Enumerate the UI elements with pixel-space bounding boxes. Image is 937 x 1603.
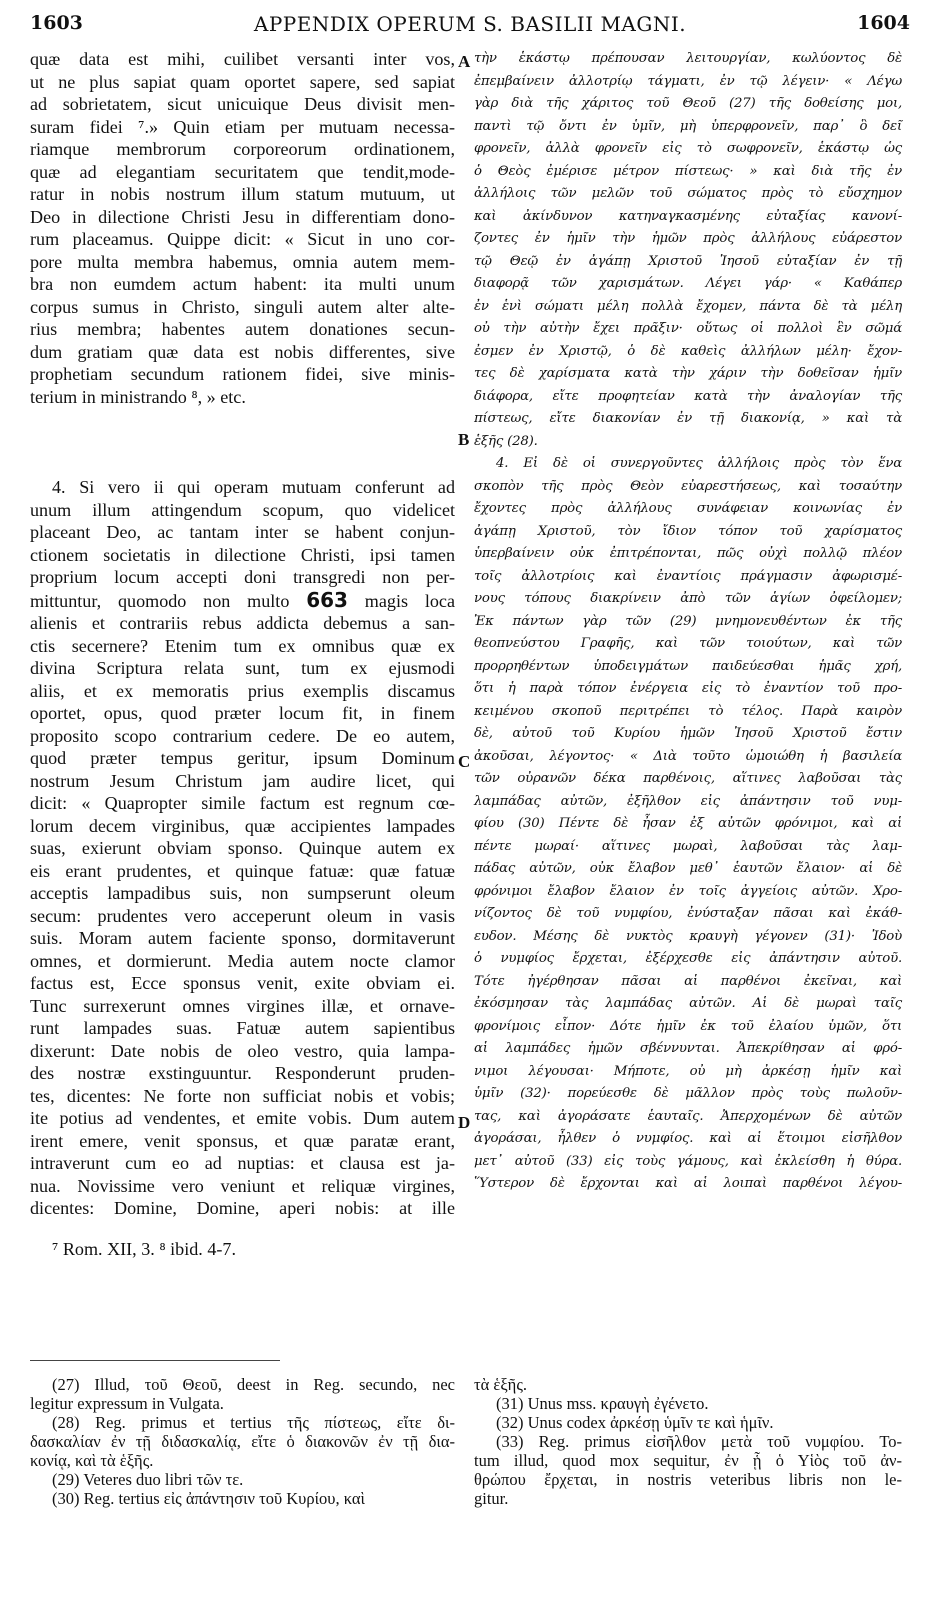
footnote-line: (33) Reg. primus εἰσῆλθον μετὰ τοῦ νυμφίου. To- [496,1432,902,1451]
text-line: proprium locum accepti doni transgredi non per- [30,567,455,587]
text-line: suram fidei ⁷.» Quin etiam per mutuam necessa- [30,116,455,137]
text-line: oportet, opus, quod præter locum fit, in finem [30,703,455,723]
text-line: ἐπεμβαίνειν ἀλλοτρίῳ τάγματι, ἐν τῷ λέγειν· « Λέγω [474,73,902,89]
text-line: ὑμῖν (32)· πορεύεσθε δὲ μᾶλλον πρὸς τοὺς πωλοῦν- [474,1086,902,1101]
text-line: Ὕστερον δὲ ἔρχονται καὶ αἱ λοιπαὶ παρθένοι λέγου- [474,1176,902,1191]
text-line: ἀλλήλοις τῶν μελῶν τοῦ σώματος πρὸς τὸ εὔσχημον [474,186,902,201]
text-line: νιμοι λέγουσαι· Μήποτε, οὐ μὴ ἀρκέσῃ ἡμῖν καὶ [474,1063,902,1079]
footnote-line: tum illud, quod mox sequitur, ἐν ᾗ ὁ Υἱὸς τοῦ ἀν- [474,1451,902,1470]
text-line: dum gratiam quæ data est nobis differentes, sive [30,341,455,362]
text-line: dicit: « Quapropter simile factum est regnum cœ- [30,793,455,813]
text-line: ἐκόσμησαν τὰς λαμπάδας αὐτῶν. Αἱ δὲ μωραὶ ταῖς [474,996,902,1011]
text-line: aliis, et ex memoratis prius exemplis discamus [30,680,455,701]
text-line: intraverunt cum eo ad nuptias: et clausa est ja- [30,1153,455,1173]
text-line: suas, exierunt obviam sponso. Quinque autem ex [30,838,455,858]
column-number: 663 [306,587,348,612]
footnote-line: legitur expressum in Vulgata. [30,1394,224,1413]
text-line: eis erant prudentes, et quinque fatuæ: quæ fatuæ [30,860,455,881]
text-line: φίου (30) Πέντε δὲ ἦσαν ἐξ αὐτῶν φρόνιμοι, καὶ αἱ [474,816,902,831]
text-line: ἔχοντες πρὸς ἀλλήλους συνάφειαν κοινωνίας ἐν [474,501,902,516]
text-line: ut ne plus sapiat quam oportet sapere, sed sapiat [30,71,455,92]
text-line: πάδας αὐτῶν, οὐκ ἔλαβον μεθ᾽ ἑαυτῶν ἔλαιον· αἱ δὲ [474,861,902,876]
text-line: ἐν ἑνὶ σώματι μέλη πολλὰ ἔχομεν, πάντα δὲ τὰ μέλη [474,298,902,314]
page-header [30,12,910,38]
footnote-line: τὰ ἑξῆς. [474,1375,527,1394]
text-line: ευδον. Μέσης δὲ νυκτὸς κραυγὴ γέγονεν (31)· Ἰδοὺ [474,928,902,944]
text-line: ὁ Θεὸς ἐμέρισε μέτρον πίστεως· » καὶ διὰ τῆς ἐν [474,163,902,179]
text-line: ζοντες ἐν ἡμῖν τὴν ἡμῶν πρὸς ἀλλήλους εὐάρεστον [474,231,902,246]
text-line: acceptis lampadibus suis, non sumpserunt oleum [30,883,455,903]
text-line: nostrum Jesum Christum jam audire licet, qui [30,770,455,791]
text-line: παντὶ τῷ ὄντι ἐν ὑμῖν, μὴ ὑπερφρονεῖν, παρ᾽ ὃ δεῖ [474,118,902,134]
text-line: αἱ λαμπάδες ἡμῶν σβέννυνται. Ἀπεκρίθησαν αἱ φρό- [474,1041,902,1056]
text-line: suis. Moram autem faciente sponso, dormitaverunt [30,928,455,948]
footnote-line: (32) Unus codex ἀρκέσῃ ὑμῖν τε καὶ ἡμῖν. [496,1413,774,1432]
text-line: διάφορα, εἴτε προφητείαν κατὰ τὴν ἀναλογίαν τῆς [474,388,902,404]
text-line: divina Scriptura relata sunt, tum ex ejusmodi [30,658,455,678]
text-line: riamque membrorum corporeorum ordinationem, [30,139,455,159]
text-line: quod præter tempus geritur, ipsum Dominum [30,748,455,768]
text-line: placeant Deo, ac tantam inter se habent conjun- [30,522,455,542]
text-line: Deo in dilectione Christi Jesu in differentiam dono- [30,206,455,227]
text-line: οὐ τὴν αὐτὴν ἔχει πρᾶξιν· οὕτως οἱ πολλοὶ ἓν σῶμά [474,321,902,336]
text-line: ite potius ad vendentes, et emite vobis. Dum autem [30,1108,455,1128]
text-line: τοῖς ἀλλοτρίοις καὶ ἐναντίοις πράγμασιν ἀφωρισμέ- [474,568,902,584]
text-line: rum placeamus. Quippe dicit: « Sicut in uno cor- [30,229,455,249]
text-line: φρονεῖν, ἀλλὰ φρονεῖν εἰς τὸ σωφρονεῖν, ἑκάστῳ ὡς [474,141,902,156]
scripture-references: ⁷ Rom. XII, 3. ⁸ ibid. 4-7. [52,1238,236,1259]
text-line: διαφορᾷ τῶν χαρισμάτων. Λέγει γάρ· « Καθάπερ [474,276,902,291]
running-title: APPENDIX OPERUM S. BASILII MAGNI. [253,12,687,36]
greek-column [474,48,902,1196]
text-line: dixerunt: Date nobis de oleo vestro, quia lampa- [30,1040,455,1061]
text-line: runt lampades suas. Fatuæ autem sapientibus [30,1018,455,1038]
text-line: ratur in nobis nostrum illum statum mutuum, ut [30,184,455,204]
text-line: ctionem societatis in dilectione Christi, ipsi tamen [30,544,455,565]
footnotes-right [474,1375,902,1508]
margin-letter-a: A [458,52,471,71]
text-line: ἀγάπῃ Χριστοῦ, τὸν ἴδιον τόπον τοῦ χαρίσματος [474,523,902,539]
text-line: πίστεως, εἴτε διακονίαν ἐν τῇ διακονίᾳ, » καὶ τὰ [474,411,902,426]
text-line: factus est, Ecce sponsus venit, exite obviam ei. [30,973,455,993]
footnote-rule [30,1360,280,1361]
text-line: καὶ ἀκίνδυνον κατηναγκασμένης εὐταξίας κανονί- [474,208,902,224]
text-line: ὅτι ἡ παρὰ τόπον ἐνέργεια εἰς τὸ ἐναντίον τοῦ προ- [474,681,902,696]
text-line: ad sobrietatem, sicut unicuique Deus divisit men- [30,94,455,114]
latin-column [30,48,455,1260]
text-line: τες δὲ χαρίσματα κατὰ τὴν χάριν τὴν δοθεῖσαν ἡμῖν [474,366,902,381]
text-line: omnes, et dormierunt. Media autem nocte clamor [30,950,455,971]
text-line: θεοπνεύστου Γραφῆς, καὶ τῶν τοιούτων, καὶ τῶν [474,636,902,651]
text-line: τὴν ἑκάστῳ πρέπουσαν λειτουργίαν, κωλύοντος δὲ [474,51,902,66]
footnote-line: (31) Unus mss. κραυγὴ ἐγένετο. [496,1394,709,1413]
text-line: ἀγοράσαι, ἦλθεν ὁ νυμφίος. καὶ αἱ ἕτοιμοι εἰσῆλθον [474,1131,902,1146]
text-line: quæ ad elegantiam securitatem que tendit,mode- [30,161,455,182]
text-line: bra non eumdem actum habent: ita multi unum [30,274,455,294]
text-line: ἐσμεν ἐν Χριστῷ, ὁ δὲ καθεὶς ἀλλήλων μέλη· ἔχον- [474,343,902,359]
text-line: φρονίμοις εἶπον· Δότε ἡμῖν ἐκ τοῦ ἐλαίου ὑμῶν, ὅτι [474,1018,902,1034]
text-line: ctis secernere? Etenim tum ex omnibus quæ ex [30,635,455,656]
text-line: κειμένου σκοποῦ περιτρέπει τὸ τέλος. Παρὰ καιρὸν [474,703,902,719]
text-line: proposito scopo contrarium cedere. De eo autem, [30,725,455,746]
text-line: πέντε μωραί· αἵτινες μωραὶ, λαβοῦσαι τὰς λαμ- [474,838,902,854]
margin-letter-d: D [458,1113,471,1132]
text-line: προρρηθέντων ὑποδειγμάτων παιδεύεσθαι ἡμᾶς χρή, [474,658,902,674]
margin-letter-b: B [458,430,470,449]
footnote-line: (27) Illud, τοῦ Θεοῦ, deest in Reg. secundo, nec [52,1375,455,1394]
text-line: ἑξῆς (28). [474,433,538,449]
footnote-line: (29) Veteres duo libri τῶν τε. [52,1470,244,1489]
text-line: pore multa membra habemus, omnia autem mem- [30,251,455,272]
text-line: prophetiam secundum rationem fidei, sive minis- [30,364,455,384]
text-line: φρόνιμοι ἔλαβον ἔλαιον ἐν τοῖς ἀγγείοις αὐτῶν. Χρο- [474,883,902,899]
text-line: δὲ, αὐτοῦ τοῦ Κυρίου ἡμῶν Ἰησοῦ Χριστοῦ ἔστιν [474,726,902,741]
footnote-line: (30) Reg. tertius εἰς ἀπάντησιν τοῦ Κυρίου, καὶ [52,1489,365,1508]
text-line: μετ᾽ αὐτοῦ (33) εἰς τοὺς γάμους, καὶ ἐκλείσθη ἡ θύρα. [474,1153,902,1169]
text-line: ἀκοῦσαι, λέγοντος· « Διὰ τοῦτο ὡμοιώθη ἡ βασιλεία [474,748,902,764]
text-line: quæ data est mihi, cuilibet versanti inter vos, [30,49,455,69]
text-line: Τότε ἠγέρθησαν πᾶσαι αἱ παρθένοι ἐκεῖναι, καὶ [474,973,902,989]
text-line: Tunc surrexerunt omnes virgines illæ, et ornave- [30,995,455,1016]
text-line: des nostræ exstinguuntur. Responderunt pruden- [30,1063,455,1083]
latin-paragraph-1 [30,48,455,408]
text-line: ὑπερβαίνειν οὐκ ἐπιτρέπονται, πῶς οὐχὶ πολλῷ πλέον [474,546,902,561]
page-number-left: 1603 [30,12,83,34]
text-line: tes, dicentes: Ne forte non sufficiat nobis et vobis; [30,1085,455,1106]
text-line: λαμπάδας αὐτῶν, ἐξῆλθον εἰς ἀπάντησιν τοῦ νυμ- [474,793,902,809]
text-line: irent emere, venit sponsus, et quæ paratæ erant, [30,1130,455,1151]
text-line: secum: prudentes vero acceperunt oleum in vasis [30,905,455,926]
footnote-line: gitur. [474,1489,509,1508]
text-line: rius membra; habentes autem donationes secun- [30,319,455,339]
text-line: ὁ νυμφίος ἔρχεται, ἐξέρχεσθε εἰς ἀπάντησιν αὐτοῦ. [474,951,902,966]
footnote-line: θρώπου ἔρχεται, in nostris veteribus libris non le- [474,1470,902,1489]
footnote-line: (28) Reg. primus et tertius τῆς πίστεως, εἴτε δι- [52,1413,455,1432]
footnote-line: κονίᾳ, καὶ τὰ ἑξῆς. [30,1451,154,1470]
text-line: νίζοντος δὲ τοῦ νυμφίου, ἐνύσταξαν πᾶσαι καὶ ἐκάθ- [474,906,902,921]
text-line: τῷ Θεῷ ἐν ἀγάπῃ Χριστοῦ Ἰησοῦ εὐταξίαν ἐν τῇ [474,253,902,269]
page-number-right: 1604 [857,12,910,34]
latin-paragraph-2 [30,476,455,589]
latin-line-with-column-number: mittuntur, quomodo non multo 663 magis loca [30,587,455,612]
text-line: lorum decem virginibus, quæ accipientes lampades [30,815,455,836]
text-line: nua. Novissime vero veniunt et reliquæ virgines, [30,1175,455,1196]
text-line: τῶν οὐρανῶν δέκα παρθένοις, αἵτινες λαβοῦσαι τὰς [474,771,902,786]
text-line: terium in ministrando ⁸, » etc. [30,386,246,407]
text-line: νους τόπους διακρίνειν ἀπὸ τῶν ἁγίων ὀφείλομεν; [474,591,902,606]
text-line: corpus sumus in Christo, singuli autem alter alte- [30,296,455,317]
text-line: Ἐκ πάντων γὰρ τῶν (29) μνημονευθέντων ἐκ τῆς [474,613,902,629]
footnote-line: δασκαλίαν ἐν τῇ διδασκαλίᾳ, εἴτε ὁ διακονῶν ἐν τῇ δια- [30,1432,455,1451]
text-line: 4. Si vero ii qui operam mutuam conferunt ad [52,477,455,497]
greek-paragraph-1 [474,48,902,453]
text-line: alienis et contrariis rebus addicta debemus a san- [30,613,455,633]
text-line: unum illum attingendum scopum, quo videlicet [30,499,455,520]
text-line: 4. Εἰ δὲ οἱ συνεργοῦντες ἀλλήλοις πρὸς τὸν ἕνα [496,456,902,471]
text-line: γὰρ διὰ τῆς χάριτος τοῦ Θεοῦ (27) τῆς δοθείσης μοι, [474,96,902,111]
margin-letter-c: C [458,752,471,771]
text-line: σκοπὸν τῆς πρὸς Θεὸν εὐαρεστήσεως, καὶ τοσαύτην [474,478,902,494]
text-line: dicentes: Domine, Domine, aperi nobis: at ille [30,1198,455,1218]
text-line: τας, καὶ ἀγοράσατε ἑαυταῖς. Ἀπερχομένων δὲ αὐτῶν [474,1108,902,1124]
greek-paragraph-2 [474,453,902,1196]
footnotes-left [30,1375,455,1508]
